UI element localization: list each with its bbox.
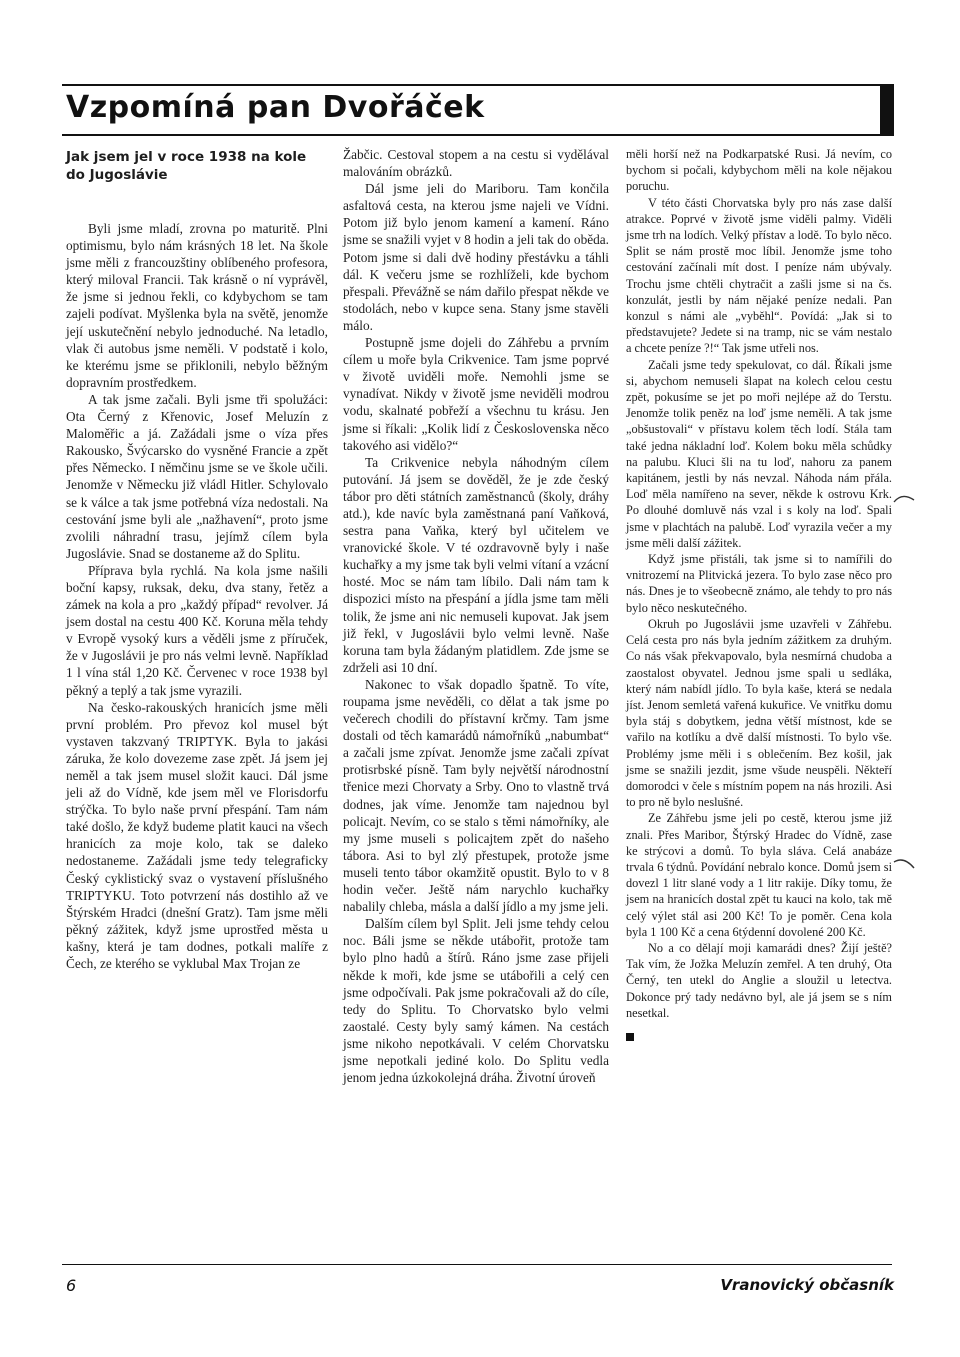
title-end-block [880,84,894,136]
footer-rule [62,1264,892,1265]
paragraph: Byli jsme mladí, zrovna po maturitě. Plni optimismu, bylo nám krásných 18 let. Na škole jsme měli z francouzštiny oblíbeného profesora, který miloval Francii. Tak krásně o ní vyprávěl, že jsme si jednou řekli, co kdybychom se tam zajeli podívat. Myšlenka byla na světě, jenomže její uskutečnění nebylo jednoduché. Na letadlo, vlak či autobus jsme neměli. V podstatě i kolo, ke kterému jsme se přiklonili, nebylo běžným dopravním prostředkem. [66,221,328,390]
margin-pencil-mark [892,490,916,506]
paragraph: Dál jsme jeli do Mariboru. Tam končila asfaltová cesta, na kterou jsme najeli ve Vídni. Potom již bylo jenom kamení a kamení. Ráno jsme se snažili vyjet v 8 hodin a jeli tak do oběda. Potom jsme si dali dvě hodiny přestávku a táhli dál. K večeru jsme se rozhlíželi, kde bychom přespali. Převážně se nám dařilo přespat někde ve stodolách, nebo v kupce sena. Stany jsme stavěli málo. [343,181,609,333]
column-1 [66,148,328,972]
article-title-bar [62,84,892,136]
paragraph: Ta Crikvenice nebyla náhodným cílem putování. Já jsem se dověděl, že je zde český tábor pro děti státních zaměstnanců (školy, dráhy atd.), kde navíc byla zaměstnaná paní Vaňková, sestra pana Vaňka, který byl učitelem ve vranovické škole. V té ozdravovně byly i naše kuchařky a my jsme tak byli velmi vítaní a vzácní hosté. Moc se nám tam líbilo. Dali nám tam k dispozici místo na přespání a jídla jsme tam měli tolik, že jsme ani nic nemuseli kupovat. Jak jsem již řekl, v Jugoslávii bylo velmi levně. Naše koruna tam byla žádaným platidlem. Zde jsme se zdrželi asi 10 dní. [343,454,609,675]
paragraph: Dalším cílem byl Split. Jeli jsme tehdy celou noc. Báli jsme se někde utábořit, protože tam bylo plno hadů a štírů. Ráno jsme zase přijeli někde k moři, kde jsme se utábořili a celý cen jsme odpočívali. Pak jsme pokračovali až do cíle, tedy do Splitu. To Chorvatsko bylo velmi zaostalé. Cesty byly samý kámen. Na cestách jsme nikoho nepotkávali. V celém Chorvatsku jsme nepotkali jediné kolo. Do Splitu vedla jenom jedna úzkokolejná dráha. Životní úroveň [343,916,609,1086]
paragraph: No a co dělají moji kamarádi dnes? Žijí ještě? Tak vím, že Jožka Meluzín zemřel. A ten druhý, Ota Černý, ten utekl do Anglie a sloužil u letectva. Dokonce prý tady nedávno byl, ale já jsem se s ním nesetkal. [626,940,892,1020]
paragraph: Žabčic. Cestoval stopem a na cestu si vydělával malováním obrázků. [343,147,609,180]
paragraph: A tak jsme začali. Byli jsme tři spolužáci: Ota Černý z Křenovic, Josef Meluzín z Maloměřic a já. Zažádali jsme o víza přes Rakousko, Švýcarsko do vysněné Francie a zpět přes Německo. I němčinu jsme se ve škole učili. Jenomže v Německu již vládl Hitler. Schylovalo se k válce a tak jsme potřebná víza nedostali. Na cestování jsme byli ale „nažhavení“, proto jsme zvolili náhradní trasu, jejímž cílem byla Jugoslávie. Snad se dostaneme až do Splitu. [66,391,328,561]
paragraph: Na česko-rakouských hranicích jsme měli první problém. Pro převoz kol musel být vystaven takzvaný TRIPTYK. Byla to jakási záruka, že kolo dovezeme zase zpět. Já jsem jej neměl a tak jsem musel složit kauci. Dál jsme jeli až do Vídně, kde jsem měl ve Florisdorfu strýčka. To bylo naše první přespání. Tam nám také došlo, že když budeme platit kauci na všech hranicích za moje kolo, tak se daleko nedostaneme. Zažádali jsme tedy telegraficky Český cyklistický svaz o vystavení příslušného TRIPTYKU. Toto potvrzení nás dostihlo až ve Štýrském Hradci (dnešní Gratz). Tam jsme měli pěkný zážitek, když jsme uprostřed města u kašny, která je tam dodnes, potkali malíře z Čech, ze kterého se vyklubal Max Trojan ze [66,699,328,972]
paragraph: Nakonec to však dopadlo špatně. To víte, roupama jsme nevěděli, co dělat a tak jsme po večerech chodili do přístavní krčmy. Tam jsme dostali od těch kamarádů námořníků „nabumbat“ a začali jsme zpívat. Jenomže jsme začali zpívat protisrbské písně. Tam byly největší národnostní třenice mezi Chorvaty a Srby. Ono to vlastně trvá dodnes, jak víme. Jenomže tam najednou byl policajt. Nevím, co se stalo s těmi námořníky, ale my jsme museli s policajtem zpět do našeho tábora. Asi to byl zlý přestupek, protože jsme museli tento tábor okamžitě opustit. Bylo to v 8 hodin večer. Ještě nám narychlo kuchařky nabalily chleba, másla a další jídlo a my jsme jeli. [343,676,609,915]
paragraph: Když jsme přistáli, tak jsme si to namířili do vnitrozemí na Plitvická jezera. To bylo zase něco pro nás. Dnes je to všeobecně známo, ale tehdy to pro nás bylo něco neskutečného. [626,552,892,615]
margin-pencil-mark [892,856,916,872]
paragraph: V této části Chorvatska byly pro nás zase další atrakce. Poprvé v životě jsme viděli palmy. Viděli jsme trh na lodích. Velký přístav a lodě. To bylo něco. Split se nám prostě moc líbil. Jenomže jsme toho cestování začínali mít dost. I peníze nám ubývaly. Trochu jsme chtěli chytračit a zašli jsme si na čs. konzulát, jestli by nám nějaké peníze nedali. Pan konzul s námi ale „vyběhl“. Povídá: „Jak si to představujete? Jedete si na tramp, nic se vám nestalo a chcete peníze ?!“ Tak jsme utřeli nos. [626,195,892,356]
column-2 [343,146,609,1086]
paragraph: měli horší než na Podkarpatské Rusi. Já nevím, co bychom si počali, kdybychom měli na kole nějakou poruchu. [626,147,892,194]
paragraph: Okruh po Jugoslávii jsme uzavřeli v Záhřebu. Celá cesta pro nás byla jedním zážitkem za druhým. Co nás však překvapovalo, byla nesmírná chudoba a zaostalost obyvatel. Jednou jsme spali u sedláka, který nám nabídl jídlo. To byla kaše, která se nedala jíst. Jenom semletá vařená kukuřice. Ve vnitřku domu byla stáj s dobytkem, jedna větší místnost, kde se vařilo na kotlíku a dvě další místnosti. To bylo vše. Problémy jsme měli i s oblečením. Bez košil, jak jsme se snažili jezdit, jsme všude neuspěli. Někteří domorodci v čele s místním popem na nás hrozili. Asi to pro ně bylo neslušné. [626,616,892,810]
publication-name: Vranovický občasník [720,1276,894,1294]
paragraph: Příprava byla rychlá. Na kola jsme našili boční kapsy, ruksak, deku, dva stany, řetěz a zámek na kola a pro „každý případ“ revolver. Já jsem dostal na cestu 400 Kč. Koruna měla tehdy v Evropě vysoký kurs a věděli jsme z příruček, že v Jugoslávii je pro nás velmi levně. Například 1 l vína stál 1,20 Kč. Červenec v roce 1938 byl pěkný a teplý a tak jsme vyrazili. [66,562,328,698]
paragraph: Začali jsme tedy spekulovat, co dál. Říkali jsme si, abychom nemuseli šlapat na kolech celou cestu zpět, pokusíme se jet po moři nejlépe až do Terstu. Jenomže tolik peněz na loď jsme neměli. A tak jsme „obšustovali“ v přístavu kolem těch lodí. Stála tam také jedna nákladní loď. Kolem boku měla schůdky na palubu. Kluci šli na tu loď, nahoru za panem kapitánem, jestli by nás nevzal. Náhoda nám přála. Loď měla namířeno na sever, někde k ostrovu Krk. Po dlouhé domluvě nás vzal i s koly na loď. Spali jsme v plachtách na palubě. Loď vyrazila večer a my jsme měli další zážitek. [626,357,892,550]
column-3 [626,146,892,1045]
end-of-article-mark [626,1033,634,1041]
paragraph: Postupně jsme dojeli do Záhřebu a prvním cílem u moře byla Crikvenice. Tam jsme poprvé v životě uviděli moře. Nemohli jsme se vynadívat. Nikdy v životě jsme neviděli modrou vodu, skalnaté pobřeží a všechnu tu krásu. Jen jsme si říkali: „Kolik lidí z Československa něco takového asi vidělo?“ [343,335,609,453]
paragraph: Ze Záhřebu jsme jeli po cestě, kterou jsme již znali. Přes Maribor, Štýrský Hradec do Vídně, zase ke strýcovi a domů. To byla sláva. Celá anabáze trvala 6 týdnů. Povídání nebralo konce. Domů jsem si dovezl 1 litr slané vody a 1 litr rakije. Díky tomu, že jsem na hranicích dostal zpět tu kauci na kolo, tak mě celý výlet stál asi 200 Kč! To je poměr. Cena kola byla 1 100 Kč a cena 6týdenní dovolené 200 Kč. [626,811,892,939]
article-subtitle: Jak jsem jel v roce 1938 na kole do Jugoslávie [66,149,307,183]
page-number: 6 [66,1276,77,1295]
article-title: Vzpomíná pan Dvořáček [66,90,485,125]
